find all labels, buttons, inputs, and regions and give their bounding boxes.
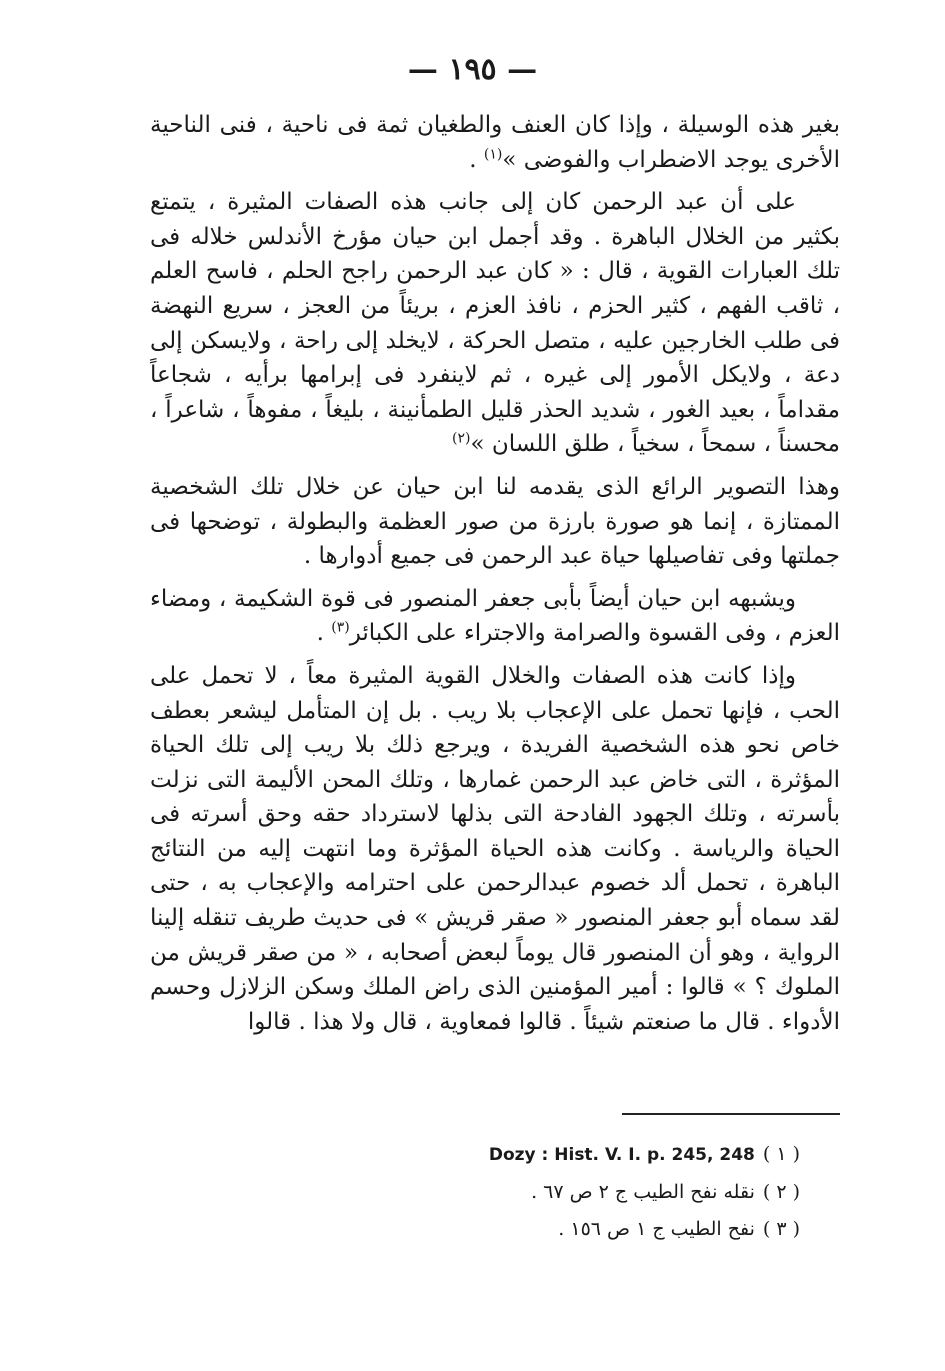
paragraph-5-text: وإذا كانت هذه الصفات والخلال القوية المثيرة معاً ، لا تحمل على الحب ، فإنها تحمل على الإعجاب بلا ريب . بل إن المتأمل ليشعر بعطف خاص نحو هذه الشخصية الفريدة ، ويرجع ذلك بلا ريب إلى تلك الحياة المؤثرة ، التى خاض عبد الرحمن غمارها ، وتلك المحن الأليمة التى نزلت بأسرته ، وتلك الجهود الفادحة التى بذلها لاسترداد حقه وحق أسرته فى الحياة والرياسة . وكانت هذه الحياة المؤثرة وما انتهت إليه من النتائج الباهرة ، تحمل ألد خصوم عبدالرحمن على احترامه والإعجاب به ، حتى لقد سماه أبو جعفر المنصور « صقر قريش » فى حديث طريف تنقله إلينا الرواية ، وهو أن المنصور قال يوماً لبعض أصحابه ، « من صقر قريش من الملوك ؟ » قالوا : أمير المؤمنين الذى راض الملك وسكن الزلازل وحسم الأدواء . قال ما صنعتم شيئاً . قالوا فمعاوية ، قال ولا هذا . قالوا xyxy=(150,662,840,1035)
footnote-2-number: ( ٢ ) xyxy=(762,1181,800,1203)
paragraph-4-end: . xyxy=(316,620,332,647)
paragraph-3-text: وهذا التصوير الرائع الذى يقدمه لنا ابن حيان عن خلال تلك الشخصية الممتازة ، إنما هو صورة بارزة من صور العظمة والبطولة ، توضحها فى جملتها وفى تفاصيلها حياة عبد الرحمن فى جميع أدوارها . xyxy=(150,473,840,570)
paragraph-3 xyxy=(150,470,840,574)
paragraph-1-text: بغير هذه الوسيلة ، وإذا كان العنف والطغيان ثمة فى ناحية ، فنى الناحية الأخرى يوجد الاضطراب والفوضى » xyxy=(150,112,840,173)
footnote-1-text: Dozy : Hist. V. I. p. 245, 248 xyxy=(488,1145,755,1165)
footnote-2-text: نقله نفح الطيب ج ٢ ص ٦٧ . xyxy=(531,1181,755,1203)
paragraph-1 xyxy=(150,108,840,177)
footnote-ref-1: (١) xyxy=(483,145,503,162)
page-number: — ١٩٥ — xyxy=(407,52,538,87)
footnote-ref-3: (٣) xyxy=(331,619,350,636)
footnote-ref-2: (٢) xyxy=(452,430,471,447)
paragraph-5 xyxy=(150,659,840,1040)
main-text xyxy=(150,108,840,1039)
footnote-2 xyxy=(470,1174,800,1211)
paragraph-1-end: . xyxy=(469,146,484,173)
paragraph-4-text: ويشبهه ابن حيان أيضاً بأبى جعفر المنصور فى قوة الشكيمة ، ومضاء العزم ، وفى القسوة والصرامة والاجتراء على الكبائر xyxy=(150,585,840,647)
footnote-1-number: ( ١ ) xyxy=(762,1143,800,1165)
paragraph-2-text: على أن عبد الرحمن كان إلى جانب هذه الصفات المثيرة ، يتمتع بكثير من الخلال الباهرة . وقد أجمل ابن حيان مؤرخ الأندلس خلاله فى تلك العبارات القوية ، قال : « كان عبد الرحمن راجح الحلم ، فاسح العلم ، ثاقب الفهم ، كثير الحزم ، نافذ العزم ، بريئاً من العجز ، سريع النهضة فى طلب الخارجين عليه ، متصل الحركة ، لايخلد إلى راحة ، ولايسكن إلى دعة ، ولايكل الأمور إلى غيره ، ثم لاينفرد فى إبرامها برأيه ، شجاعاً مقداماً ، بعيد الغور ، شديد الحذر قليل الطمأنينة ، بليغاً ، مفوهاً ، شاعراً ، محسناً ، سمحاً ، سخياً ، طلق اللسان » xyxy=(150,189,840,458)
footnote-3-text: نفح الطيب ج ١ ص ١٥٦ . xyxy=(558,1218,755,1240)
footnote-divider xyxy=(622,1113,840,1115)
footnote-3-number: ( ٣ ) xyxy=(762,1218,800,1240)
paragraph-2 xyxy=(150,185,840,462)
paragraph-4 xyxy=(150,582,840,651)
footnotes xyxy=(470,1136,800,1248)
footnote-1 xyxy=(470,1136,800,1174)
footnote-3 xyxy=(470,1211,800,1248)
